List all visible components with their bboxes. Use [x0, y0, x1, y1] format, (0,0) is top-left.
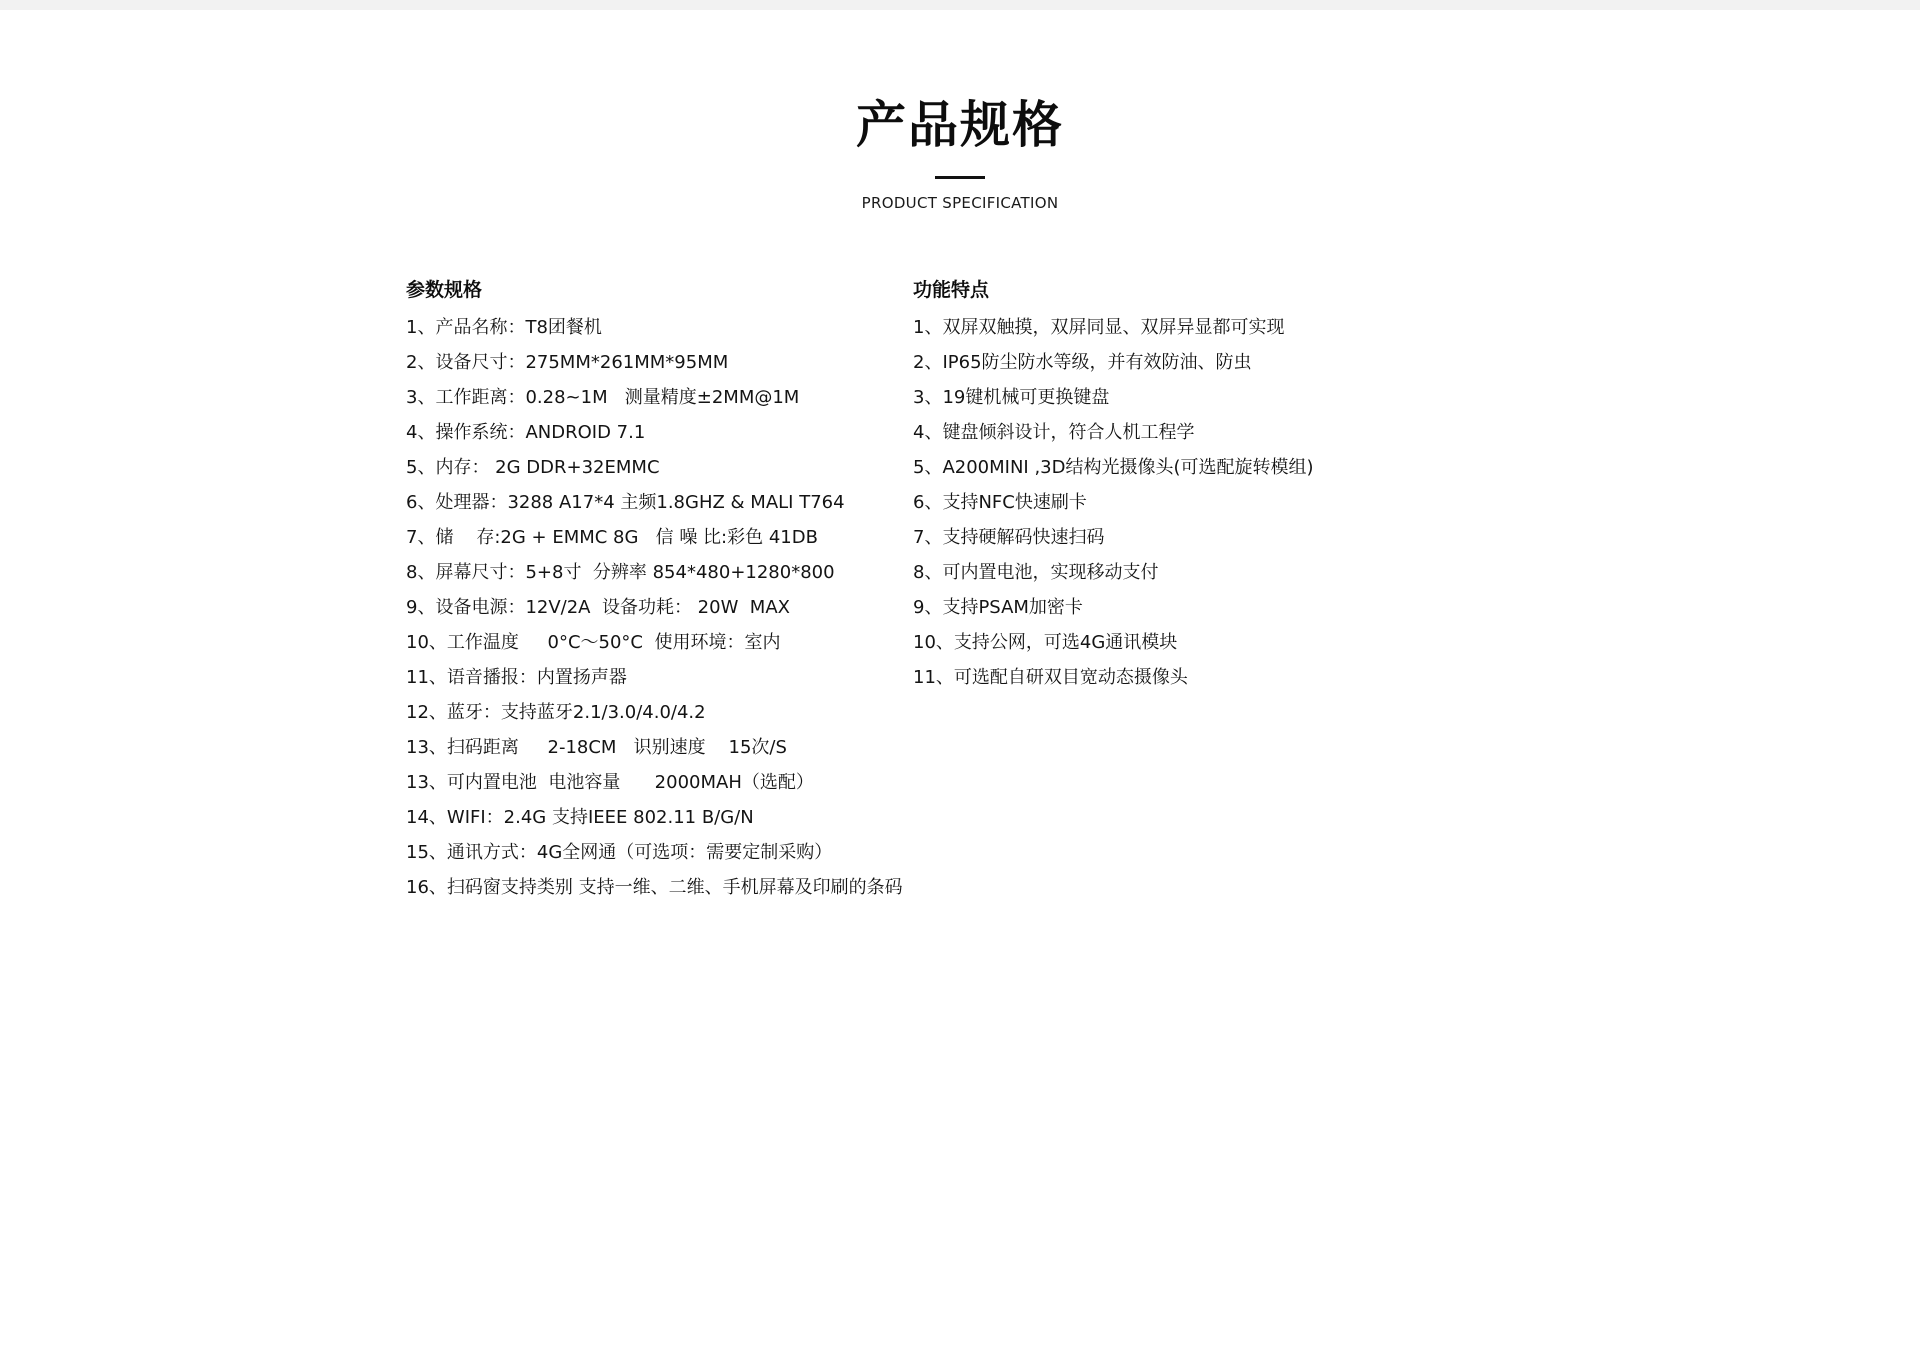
features-item: 9、支持PSAM加密卡 — [913, 597, 1083, 618]
params-item: 1、产品名称：T8团餐机 — [406, 317, 602, 338]
features-item: 4、键盘倾斜设计，符合人机工程学 — [913, 422, 1195, 443]
top-strip — [0, 0, 1920, 10]
features-item: 11、可选配自研双目宽动态摄像头 — [913, 667, 1188, 688]
features-item: 7、支持硬解码快速扫码 — [913, 527, 1105, 548]
params-item: 13、扫码距离 2-18CM 识别速度 15次/S — [406, 737, 787, 758]
params-heading: 参数规格 — [406, 279, 483, 301]
features-heading: 功能特点 — [913, 279, 990, 301]
features-list — [913, 310, 1513, 695]
params-item: 5、内存： 2G DDR+32EMMC — [406, 457, 660, 478]
features-item: 1、双屏双触摸，双屏同显、双屏异显都可实现 — [913, 317, 1285, 338]
params-item: 12、蓝牙：支持蓝牙2.1/3.0/4.0/4.2 — [406, 702, 706, 723]
page-subtitle: PRODUCT SPECIFICATION — [861, 194, 1059, 212]
features-item: 2、IP65防尘防水等级，并有效防油、防虫 — [913, 352, 1252, 373]
params-list — [406, 310, 926, 905]
features-item: 10、支持公网，可选4G通讯模块 — [913, 632, 1178, 653]
features-item: 6、支持NFC快速刷卡 — [913, 492, 1087, 513]
params-item: 7、储 存:2G + EMMC 8G 信 噪 比:彩色 41DB — [406, 527, 818, 548]
params-item: 11、语音播报：内置扬声器 — [406, 667, 627, 688]
features-item: 8、可内置电池，实现移动支付 — [913, 562, 1159, 583]
params-item: 9、设备电源：12V/2A 设备功耗： 20W MAX — [406, 597, 790, 618]
features-item: 3、19键机械可更换键盘 — [913, 387, 1110, 408]
params-item: 16、扫码窗支持类别 支持一维、二维、手机屏幕及印刷的条码 — [406, 877, 903, 898]
page-title: 产品规格 — [856, 96, 1064, 154]
params-column — [406, 276, 926, 905]
params-item: 6、处理器：3288 A17*4 主频1.8GHZ & MALI T764 — [406, 492, 845, 513]
params-item: 15、通讯方式：4G全网通（可选项：需要定制采购） — [406, 842, 833, 863]
params-item: 8、屏幕尺寸：5+8寸 分辨率 854*480+1280*800 — [406, 562, 835, 583]
features-column — [913, 276, 1513, 695]
params-item: 10、工作温度 0°C～50°C 使用环境：室内 — [406, 632, 781, 653]
params-item: 14、WIFI：2.4G 支持IEEE 802.11 B/G/N — [406, 807, 754, 828]
params-item: 2、设备尺寸：275MM*261MM*95MM — [406, 352, 729, 373]
params-item: 4、操作系统：ANDROID 7.1 — [406, 422, 646, 443]
params-item: 13、可内置电池 电池容量 2000MAH（选配） — [406, 772, 814, 793]
title-block — [0, 92, 1920, 213]
features-item: 5、A200MINI ,3D结构光摄像头(可选配旋转模组) — [913, 457, 1314, 478]
params-item: 3、工作距离：0.28~1M 测量精度±2MM@1M — [406, 387, 800, 408]
title-divider — [935, 176, 985, 179]
